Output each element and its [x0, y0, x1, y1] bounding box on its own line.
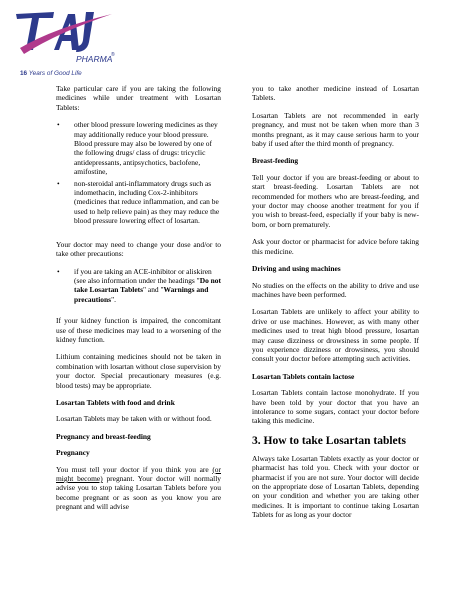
left-column	[56, 84, 221, 520]
how-to-take-paragraph: Always take Losartan Tablets exactly as your doctor or pharmacist has told you. Check with your doctor or pharmacist if you are not sure. Your doctor will decide on the appropriate dose of Losartan Tablets, depending on your condition and whether you are taking other medicines. It is important to continue taking Losartan Tablets for as long as your doctor	[252, 453, 419, 520]
list-item	[56, 267, 221, 305]
list-item	[56, 179, 221, 226]
bullet-text-part: ".	[111, 294, 116, 304]
bullet-text-extra: Blood pressure may also be lowered by one of the following drugs/ class of drugs: tricyclic antidepressants, antipsychotics, baclofene, amifostine,	[74, 139, 212, 177]
bullet-icon: •	[57, 266, 60, 276]
breastfeeding-paragraph: Tell your doctor if you are breast-feeding or about to start breast-feeding. Losartan Tablets are not recommended for mothers who are breast-feeding, and your doctor may choose another treatment for you if you wish to breast-feed, especially if your baby is new-born, or born prematurely.	[252, 172, 419, 229]
driving-paragraph: No studies on the effects on the ability to drive and use machines have been performed.	[252, 280, 419, 299]
not-recommended-paragraph: Losartan Tablets are not recommended in early pregnancy, and must not be taken when more than 3 months pregnant, as it may cause serious harm to your baby if used after the third month of pregnancy.	[252, 110, 419, 149]
bullet-text: non-steroidal anti-inflammatory drugs such as indomethacin, including Cox-2-inhibitors (medicines that reduce inflammation, and can be used to help relieve pain) as they may reduce the blood pressure lowering effect of losartan.	[74, 178, 220, 226]
logo-tagline	[20, 70, 82, 78]
lactose-heading: Losartan Tablets contain lactose	[252, 371, 355, 381]
interaction-bullet-list	[56, 120, 221, 225]
lactose-paragraph: Losartan Tablets contain lactose monohydrate. If you have been told by your doctor that you have an intolerance to some sugars, contact your doctor before taking this medicine.	[252, 388, 419, 426]
food-paragraph: Losartan Tablets may be taken with or without food.	[56, 414, 212, 424]
tagline-text: Years of Good Life	[27, 70, 82, 77]
taj-logo-mark	[14, 8, 118, 70]
kidney-paragraph: If your kidney function is impaired, the concomitant use of these medicines may lead to a worsening of the kidney function.	[56, 316, 221, 344]
driving-paragraph-2: Losartan Tablets are unlikely to affect your ability to drive or use machines. However, as with many other medicines used to treat high blood pressure, losartan may cause dizziness or drowsiness in some people. If you experience dizziness or drowsiness, you should consult your doctor before attempting such activities.	[252, 307, 419, 364]
doctor-change-paragraph: Your doctor may need to change your dose and/or to take other precautions:	[56, 239, 221, 259]
right-column	[252, 84, 419, 528]
bold-reference: Warnings and precautions	[74, 285, 209, 304]
tagline-years-number: 16	[20, 70, 28, 77]
pregnancy-text-part: pregnant. Your doctor will normally advise you to stop taking Losartan Tablets before you become pregnant or as soon as you know you are pregnant and will advise	[56, 474, 221, 512]
registered-mark: ®	[111, 52, 115, 58]
pregnancy-breastfeeding-heading: Pregnancy and breast-feeding	[56, 431, 151, 441]
precaution-bullet-list	[56, 267, 221, 305]
bullet-text-part: " and "	[143, 285, 164, 295]
taj-pharma-logo	[14, 8, 118, 78]
lithium-paragraph: Lithium containing medicines should not be taken in combination with losartan without close supervision by your doctor. Special precautionary measures (e.g. blood tests) may be appropriate.	[56, 352, 221, 390]
food-heading: Losartan Tablets with food and drink	[56, 397, 175, 407]
pregnancy-heading: Pregnancy	[56, 448, 90, 458]
ask-paragraph: Ask your doctor or pharmacist for advice before taking this medicine.	[252, 237, 419, 256]
underlined-text: (or might become)	[56, 464, 221, 483]
bold-reference: Do not take Losartan Tablets	[74, 275, 221, 295]
pregnancy-paragraph	[56, 465, 221, 512]
pregnancy-text-part: You must tell your doctor if you think you are	[56, 464, 213, 474]
section-heading: 3. How to take Losartan tablets	[252, 434, 406, 447]
bullet-text-part: if you are taking an ACE-inhibitor or aliskiren (see also information under the headings "	[74, 266, 212, 285]
continued-paragraph: you to take another medicine instead of Losartan Tablets.	[252, 84, 419, 103]
bullet-text: other blood pressure lowering medicines as they may additionally reduce your blood pressure.	[74, 120, 218, 139]
logo-brand-text: PHARMA	[76, 54, 113, 64]
bullet-icon: •	[57, 178, 60, 188]
list-item	[56, 120, 221, 176]
bullet-icon: •	[57, 120, 60, 130]
intro-paragraph: Take particular care if you are taking the following medicines while under treatment with Losartan Tablets:	[56, 84, 221, 112]
driving-heading: Driving and using machines	[252, 264, 341, 274]
bullet-text	[74, 267, 221, 305]
breastfeeding-heading: Breast-feeding	[252, 156, 299, 166]
